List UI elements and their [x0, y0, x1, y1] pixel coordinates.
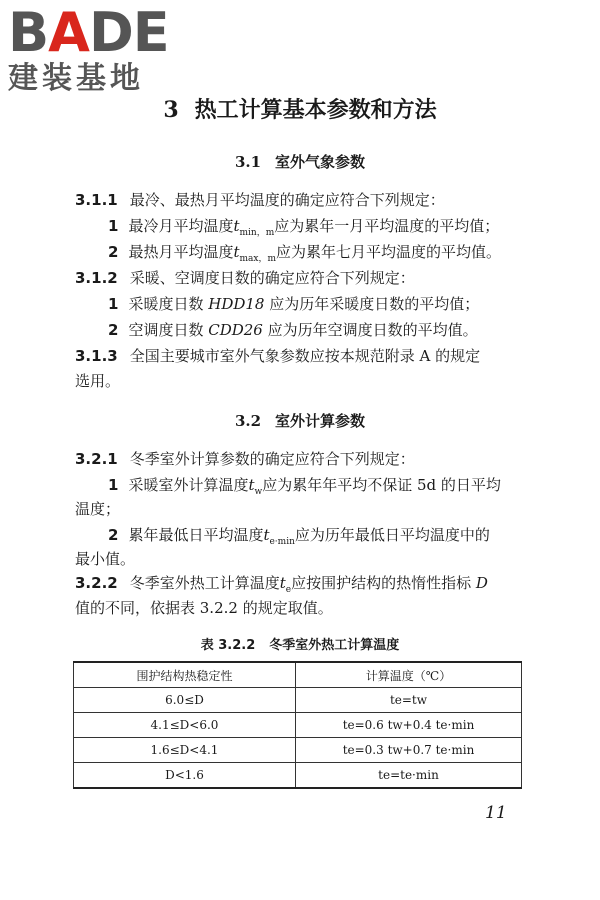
logo-letter-e: E	[132, 1, 169, 64]
item-number: 2	[108, 243, 119, 261]
clause-text: 最冷、最热月平均温度的确定应符合下列规定：	[129, 191, 445, 209]
table-cell: te=te·min	[296, 763, 522, 789]
clause-text: 全国主要城市室外气象参数应按本规范附录 A 的规定	[129, 347, 481, 365]
math-subscript: w	[254, 487, 263, 497]
table-row	[74, 688, 522, 713]
item-3-1-1-2	[108, 242, 501, 269]
logo-letter-d: D	[88, 1, 133, 64]
clause-number: 3.2.1	[75, 450, 118, 468]
item-text: 应为历年最低日平均温度中的	[294, 526, 490, 544]
math-subscript: min，m	[239, 228, 275, 238]
clause-number: 3.1.2	[75, 269, 118, 287]
logo-subtitle: 建装基地	[8, 61, 144, 96]
table-row	[74, 738, 522, 763]
section-number: 3.2	[234, 412, 262, 430]
math-symbol: CDD26	[208, 321, 263, 339]
table-cell: te=0.3 tw+0.7 te·min	[296, 738, 522, 763]
math-subscript: e·min	[269, 537, 295, 547]
clause-number: 3.1.3	[75, 347, 118, 365]
clause-text: 冬季室外热工计算温度	[129, 574, 280, 592]
item-number: 1	[108, 217, 119, 235]
section-heading-3-2	[0, 410, 600, 431]
table-header-row	[74, 662, 522, 688]
item-text: 采暖度日数	[128, 295, 204, 313]
item-3-1-1-1	[108, 216, 499, 243]
section-heading-3-1	[0, 151, 600, 172]
table-row	[74, 763, 522, 789]
math-symbol: HDD18	[208, 295, 265, 313]
item-text: 应为累年年平均不保证 5d 的日平均	[262, 476, 501, 494]
item-number: 2	[108, 526, 119, 544]
math-symbol: t	[279, 574, 286, 592]
winter-temperature-table	[73, 661, 522, 789]
item-3-2-1-1	[108, 475, 501, 502]
math-symbol: t	[248, 476, 255, 494]
item-number: 2	[108, 321, 119, 339]
item-number: 1	[108, 295, 119, 313]
item-text: 应为历年空调度日数的平均值。	[267, 321, 478, 339]
page-number: 11	[485, 803, 507, 823]
section-number: 3.1	[234, 153, 262, 171]
item-3-2-1-1-continued	[75, 499, 120, 519]
table-caption	[0, 634, 600, 653]
clause-3-1-2	[75, 268, 415, 288]
item-text: 温度；	[75, 500, 121, 518]
item-text: 应为累年七月平均温度的平均值。	[276, 243, 502, 261]
item-3-2-1-2-continued	[75, 549, 135, 569]
table-cell: 4.1≤D<6.0	[74, 713, 296, 738]
section-title: 室外气象参数	[275, 153, 366, 171]
math-symbol: t	[233, 243, 240, 261]
clause-3-1-3	[75, 346, 480, 366]
chapter-title: 热工计算基本参数和方法	[194, 97, 437, 123]
math-symbol: t	[263, 526, 270, 544]
math-subscript: max，m	[239, 254, 276, 264]
table-header-cell: 计算温度（℃）	[296, 662, 522, 688]
clause-number: 3.2.2	[75, 574, 118, 592]
item-text: 最小值。	[75, 550, 136, 568]
table-caption-number: 表 3.2.2	[200, 638, 256, 653]
logo-letter-a: A	[48, 1, 89, 64]
item-3-1-2-2	[108, 320, 478, 340]
item-text: 应为历年采暖度日数的平均值；	[269, 295, 480, 313]
chapter-number: 3	[163, 97, 179, 123]
item-3-1-2-1	[108, 294, 479, 314]
math-symbol: t	[233, 217, 240, 235]
logo	[8, 1, 176, 98]
table-cell: 6.0≤D	[74, 688, 296, 713]
table-cell: te=0.6 tw+0.4 te·min	[296, 713, 522, 738]
section-title: 室外计算参数	[275, 412, 366, 430]
clause-number: 3.1.1	[75, 191, 118, 209]
clause-3-2-2	[75, 573, 488, 600]
chapter-heading	[0, 93, 600, 124]
item-text: 采暖室外计算温度	[128, 476, 249, 494]
table-cell: te=tw	[296, 688, 522, 713]
clause-3-2-1	[75, 449, 415, 469]
logo-wordmark	[8, 1, 176, 64]
clause-text: 采暖、空调度日数的确定应符合下列规定：	[129, 269, 415, 287]
item-text: 空调度日数	[128, 321, 204, 339]
table-cell: 1.6≤D<4.1	[74, 738, 296, 763]
math-symbol: D	[475, 574, 488, 592]
clause-text: 冬季室外计算参数的确定应符合下列规定：	[129, 450, 415, 468]
clause-text: 选用。	[75, 372, 121, 390]
clause-3-1-1	[75, 190, 445, 210]
table-row	[74, 713, 522, 738]
table-header-cell: 围护结构热稳定性	[74, 662, 296, 688]
item-3-2-1-2	[108, 525, 490, 552]
clause-3-1-3-continued	[75, 371, 120, 391]
math-subscript: e	[285, 585, 292, 595]
clause-3-2-2-continued	[75, 598, 333, 618]
clause-text: 值的不同，依据表 3.2.2 的规定取值。	[75, 599, 333, 617]
item-number: 1	[108, 476, 119, 494]
item-text: 累年最低日平均温度	[128, 526, 264, 544]
table-cell: D<1.6	[74, 763, 296, 789]
item-text: 最热月平均温度	[128, 243, 234, 261]
logo-letter-b: B	[8, 1, 49, 64]
item-text: 应为累年一月平均温度的平均值；	[274, 217, 500, 235]
table-caption-title: 冬季室外热工计算温度	[269, 638, 400, 653]
clause-text: 应按围护结构的热惰性指标	[291, 574, 472, 592]
item-text: 最冷月平均温度	[128, 217, 234, 235]
